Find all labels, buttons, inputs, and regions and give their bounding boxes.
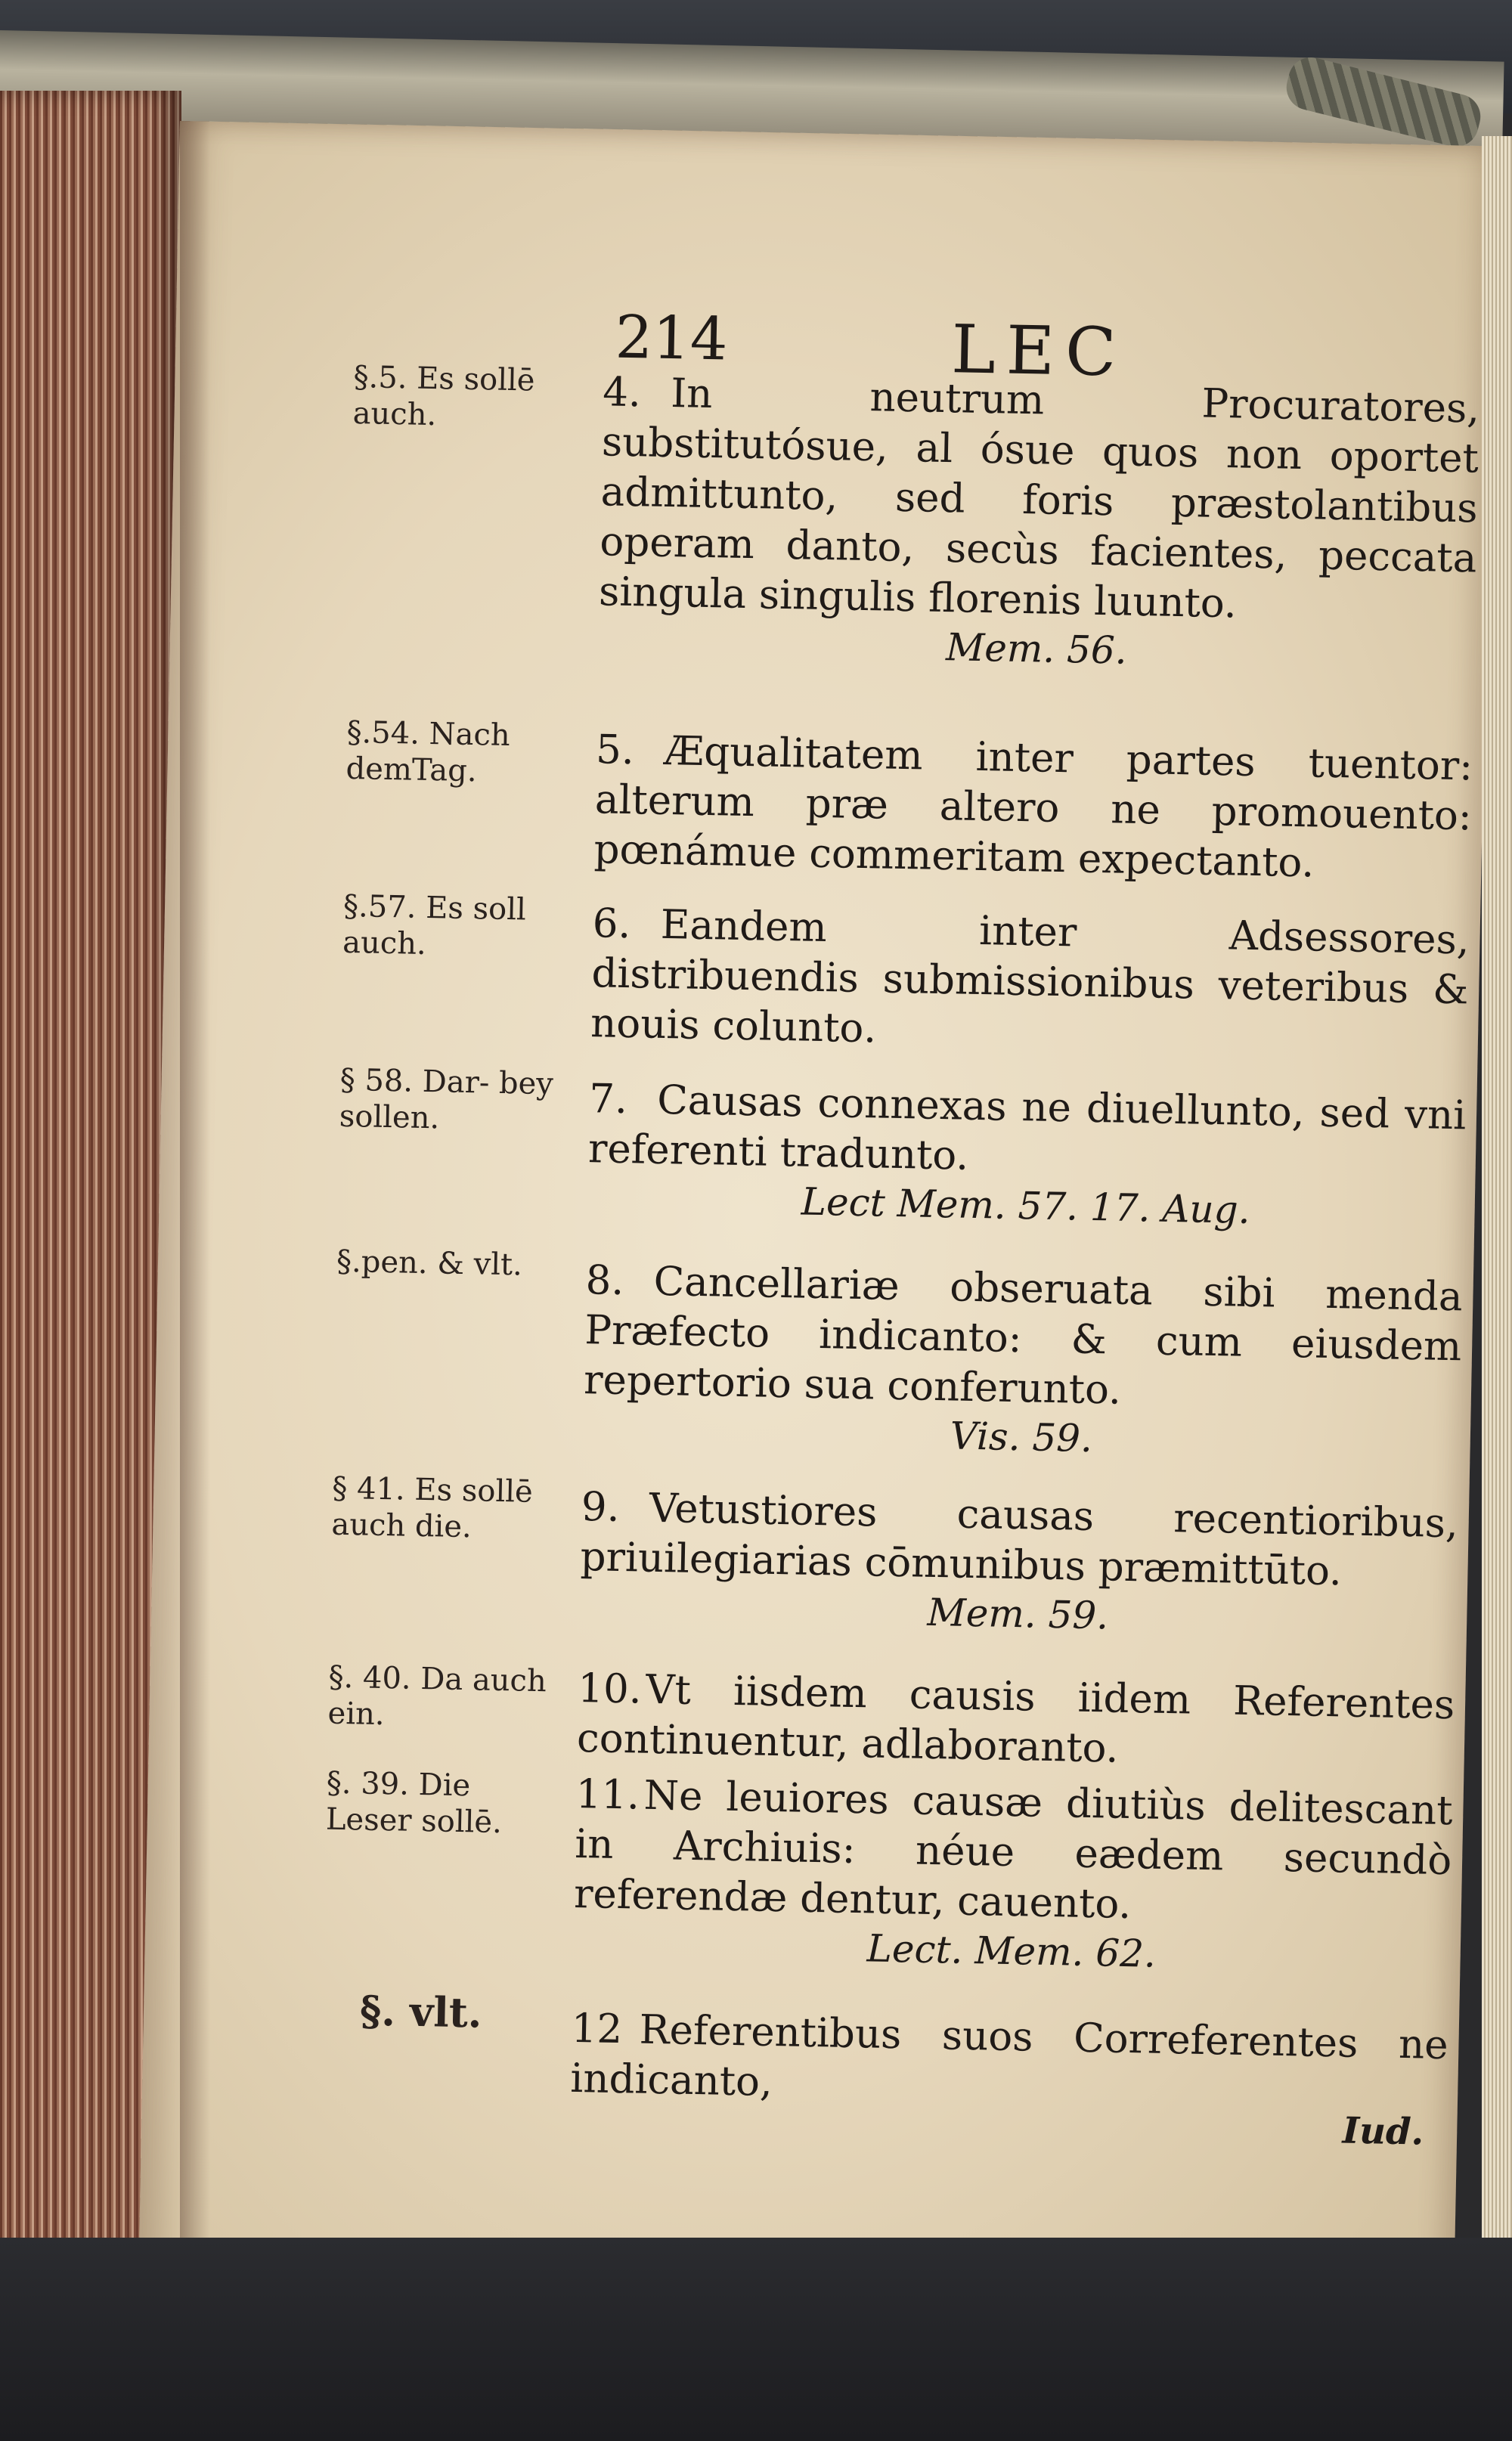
gutter-shadow	[180, 121, 210, 2291]
background-bottom	[0, 2238, 1512, 2441]
paragraph-text: Vetustiores causas recentioribus, priuilegiarias cōmunibus præmittūto.	[580, 1485, 1459, 1595]
reference: Mem. 59.	[927, 1590, 1109, 1638]
paragraph-number: 8.	[585, 1257, 624, 1305]
paragraph	[587, 1074, 1467, 1238]
paragraph-number: 4.	[602, 369, 642, 417]
margin-note: §.5. Es sollē auch.	[352, 359, 535, 433]
paragraph-number: 6.	[592, 900, 631, 948]
paragraph-number: 9.	[581, 1484, 621, 1532]
paragraph	[572, 1770, 1453, 1983]
margin-note: §.54. Nach demTag.	[345, 714, 511, 789]
paragraph-number: 12	[571, 2005, 623, 2053]
paragraph	[590, 899, 1470, 1065]
reference: Lect. Mem. 62.	[866, 1926, 1157, 1976]
reference: Vis. 59.	[950, 1414, 1093, 1461]
margin-note: §. vlt.	[359, 1986, 483, 2037]
reference: Lect Mem. 57. 17. Aug.	[801, 1179, 1251, 1232]
reference: Mem. 56.	[945, 625, 1128, 673]
paragraph-number: 11.	[575, 1770, 640, 1819]
paragraph	[597, 367, 1479, 680]
paragraph-text: Referentibus suos Correferentes ne indicanto,	[569, 2006, 1449, 2106]
paragraph	[579, 1482, 1459, 1646]
paragraph-number: 7.	[588, 1076, 628, 1123]
paragraph-text: Eandem inter Adsessores, distribuendis submissionibus veteribus & nouis coluntο.	[590, 901, 1470, 1052]
paragraph-text: Æqualitatem inter partes tuentor: alterum præ altero ne promouento: pœnámue commeritam expectanto.	[593, 727, 1473, 887]
catchword: Iud.	[1342, 2109, 1424, 2154]
page-edges-right	[1482, 136, 1512, 2298]
margin-note: § 58. Dar- bey sollen.	[339, 1062, 554, 1136]
paragraph-text: Vt iisdem causis iidem Referentes continuentur, adlaboranto.	[576, 1666, 1455, 1772]
paragraph-text: In neutrum Procuratores, substitutósue, al ósue quos non oportet admittunto, sed foris præstolantibus operam danto, secùs facientes, peccata singula singulis florenis luunto.	[598, 370, 1480, 627]
paragraph	[576, 1664, 1455, 1780]
paragraph-text: Causas connexas ne diuellunto, sed vni referenti tradunto.	[587, 1076, 1467, 1179]
running-head: LEC	[950, 310, 1128, 392]
page-number: 214	[614, 303, 729, 374]
paragraph-number: 10.	[577, 1665, 643, 1713]
paragraph	[582, 1256, 1463, 1469]
margin-note: §.pen. & vlt.	[336, 1244, 523, 1283]
margin-note: § 41. Es sollē auch die.	[331, 1470, 534, 1545]
paragraph	[570, 2004, 1448, 2120]
margin-note: §. 39. Die Leser sollē.	[325, 1765, 503, 1841]
margin-note: §.57. Es soll auch.	[342, 888, 527, 962]
margin-note: §. 40. Da auch ein.	[327, 1659, 547, 1733]
paragraph-number: 5.	[595, 726, 635, 774]
paragraph-text: Ne leuiores causæ diutiùs delitescant in Archiuis: néue eædem secundò referendæ dentur, cauento.	[573, 1772, 1454, 1928]
paragraph	[593, 725, 1473, 891]
paragraph-text: Cancellariæ obseruata sibi menda Præfecto indicanto: & cum eiusdem repertorio sua conferunto.	[583, 1258, 1464, 1414]
